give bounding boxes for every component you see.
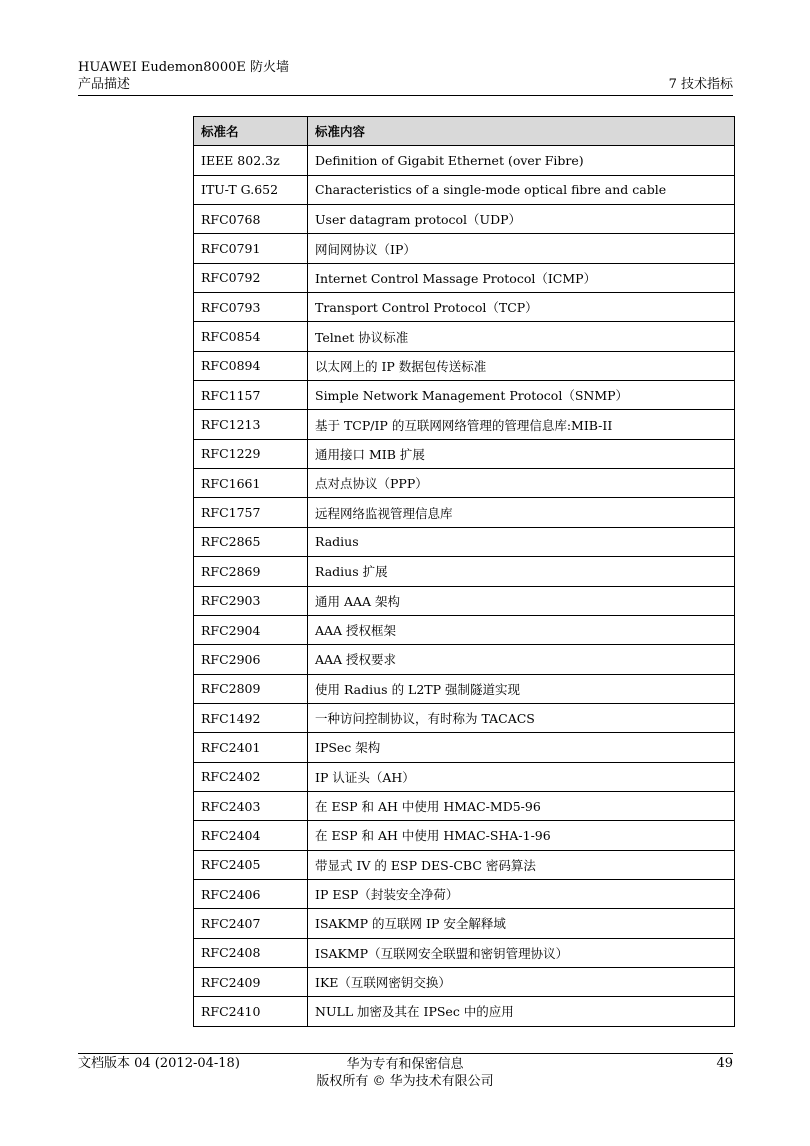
standard-name-cell: RFC1492: [194, 703, 308, 732]
table-row: [194, 645, 735, 674]
table-row: [194, 469, 735, 498]
standard-name-cell: RFC1661: [194, 469, 308, 498]
table-row: [194, 997, 735, 1026]
standard-content-cell: IP ESP（封装安全净荷）: [308, 879, 735, 908]
standard-content-cell: Telnet 协议标准: [308, 322, 735, 351]
standard-content-cell: 基于 TCP/IP 的互联网网络管理的管理信息库:MIB-II: [308, 410, 735, 439]
standard-name-cell: RFC2403: [194, 791, 308, 820]
standard-content-cell: Characteristics of a single-mode optical fibre and cable: [308, 175, 735, 204]
standard-name-cell: RFC2865: [194, 527, 308, 556]
standard-name-cell: RFC1213: [194, 410, 308, 439]
table-row: [194, 762, 735, 791]
standard-name-cell: RFC2407: [194, 909, 308, 938]
footer-notice: [0, 1056, 810, 1090]
table-row: [194, 557, 735, 586]
standard-name-cell: RFC2405: [194, 850, 308, 879]
standard-content-cell: IPSec 架构: [308, 733, 735, 762]
standard-content-cell: IKE（互联网密钥交换）: [308, 967, 735, 996]
column-header-standard-content: 标准内容: [308, 117, 735, 146]
table-row: [194, 733, 735, 762]
standard-content-cell: 一种访问控制协议，有时称为 TACACS: [308, 703, 735, 732]
table-row: [194, 322, 735, 351]
standard-name-cell: RFC1229: [194, 439, 308, 468]
table-row: [194, 498, 735, 527]
standard-name-cell: RFC0791: [194, 234, 308, 263]
footer-confidential-notice: 华为专有和保密信息: [346, 1057, 464, 1072]
header-product-title: HUAWEI Eudemon8000E 防火墙: [78, 60, 289, 75]
table-row: [194, 439, 735, 468]
table-row: [194, 175, 735, 204]
standard-name-cell: RFC2906: [194, 645, 308, 674]
column-header-standard-name: 标准名: [194, 117, 308, 146]
standard-content-cell: ISAKMP 的互联网 IP 安全解释域: [308, 909, 735, 938]
standard-name-cell: RFC0792: [194, 263, 308, 292]
standard-content-cell: User datagram protocol（UDP）: [308, 205, 735, 234]
standard-name-cell: RFC2903: [194, 586, 308, 615]
table-row: [194, 263, 735, 292]
standard-name-cell: ITU-T G.652: [194, 175, 308, 204]
standard-content-cell: Internet Control Massage Protocol（ICMP）: [308, 263, 735, 292]
standard-content-cell: Transport Control Protocol（TCP）: [308, 293, 735, 322]
standard-content-cell: IP 认证头（AH）: [308, 762, 735, 791]
standard-name-cell: RFC0854: [194, 322, 308, 351]
standard-content-cell: Radius: [308, 527, 735, 556]
table-row: [194, 527, 735, 556]
table-row: [194, 850, 735, 879]
header-chapter: 7 技术指标: [668, 77, 733, 92]
standards-table: [193, 116, 735, 1027]
standard-content-cell: 带显式 IV 的 ESP DES-CBC 密码算法: [308, 850, 735, 879]
standard-content-cell: 使用 Radius 的 L2TP 强制隧道实现: [308, 674, 735, 703]
table-row: [194, 146, 735, 175]
standard-content-cell: 网间网协议（IP）: [308, 234, 735, 263]
standard-name-cell: RFC0894: [194, 351, 308, 380]
table-row: [194, 234, 735, 263]
table-row: [194, 674, 735, 703]
table-row: [194, 293, 735, 322]
table-body: [194, 146, 735, 1026]
standard-name-cell: RFC2809: [194, 674, 308, 703]
standard-name-cell: RFC1157: [194, 381, 308, 410]
standard-name-cell: RFC2410: [194, 997, 308, 1026]
standard-content-cell: 通用 AAA 架构: [308, 586, 735, 615]
standard-content-cell: 点对点协议（PPP）: [308, 469, 735, 498]
standard-content-cell: 远程网络监视管理信息库: [308, 498, 735, 527]
table-row: [194, 791, 735, 820]
standard-content-cell: NULL 加密及其在 IPSec 中的应用: [308, 997, 735, 1026]
standard-content-cell: ISAKMP（互联网安全联盟和密钥管理协议）: [308, 938, 735, 967]
standard-content-cell: 通用接口 MIB 扩展: [308, 439, 735, 468]
table-row: [194, 615, 735, 644]
standard-name-cell: RFC0793: [194, 293, 308, 322]
table-row: [194, 938, 735, 967]
standard-content-cell: 在 ESP 和 AH 中使用 HMAC-SHA-1-96: [308, 821, 735, 850]
standard-content-cell: 以太网上的 IP 数据包传送标准: [308, 351, 735, 380]
footer-divider: [78, 1053, 733, 1054]
standard-name-cell: RFC2904: [194, 615, 308, 644]
standard-name-cell: RFC2869: [194, 557, 308, 586]
standard-content-cell: 在 ESP 和 AH 中使用 HMAC-MD5-96: [308, 791, 735, 820]
footer-copyright: 版权所有 © 华为技术有限公司: [316, 1074, 494, 1089]
standard-name-cell: RFC0768: [194, 205, 308, 234]
standard-content-cell: Radius 扩展: [308, 557, 735, 586]
table-row: [194, 821, 735, 850]
standard-name-cell: RFC2404: [194, 821, 308, 850]
header-document-type: 产品描述: [78, 77, 131, 92]
table-row: [194, 410, 735, 439]
standard-name-cell: RFC2401: [194, 733, 308, 762]
standard-content-cell: Simple Network Management Protocol（SNMP）: [308, 381, 735, 410]
standard-content-cell: AAA 授权要求: [308, 645, 735, 674]
standard-content-cell: AAA 授权框架: [308, 615, 735, 644]
standard-content-cell: Definition of Gigabit Ethernet (over Fibre): [308, 146, 735, 175]
table-row: [194, 879, 735, 908]
table-row: [194, 909, 735, 938]
table-header-row: [194, 117, 735, 146]
footer-document-version: 文档版本 04 (2012-04-18): [78, 1056, 240, 1071]
table-row: [194, 351, 735, 380]
table-row: [194, 205, 735, 234]
footer-page-number: 49: [716, 1056, 733, 1071]
standard-name-cell: RFC2406: [194, 879, 308, 908]
standard-name-cell: IEEE 802.3z: [194, 146, 308, 175]
table-row: [194, 586, 735, 615]
standard-name-cell: RFC1757: [194, 498, 308, 527]
standard-name-cell: RFC2402: [194, 762, 308, 791]
table-row: [194, 703, 735, 732]
header-divider: [78, 95, 733, 96]
table-row: [194, 967, 735, 996]
standard-name-cell: RFC2408: [194, 938, 308, 967]
table-row: [194, 381, 735, 410]
standard-name-cell: RFC2409: [194, 967, 308, 996]
